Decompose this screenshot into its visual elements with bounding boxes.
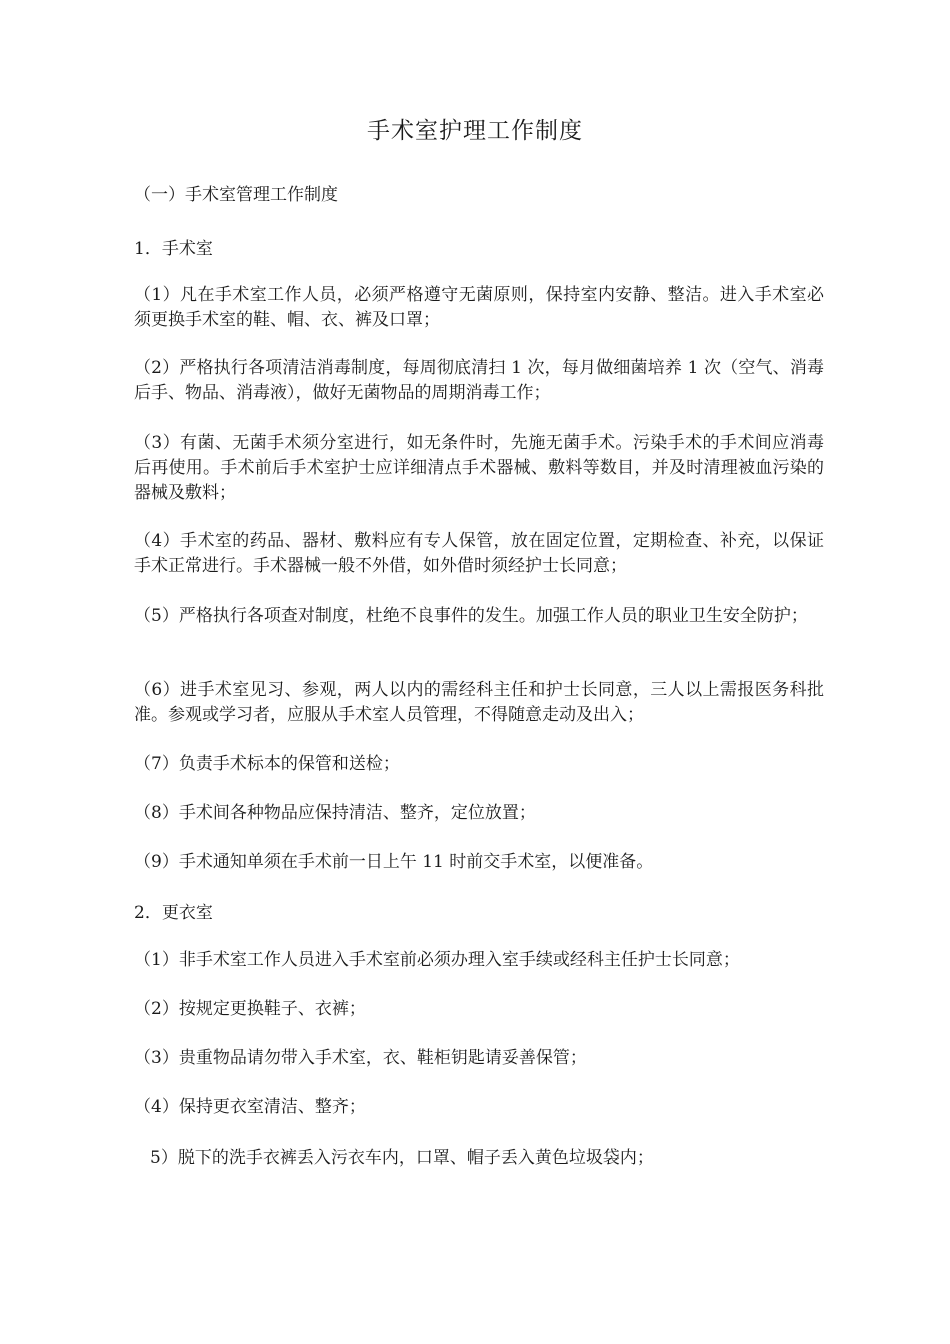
rule-item: （2）按规定更换鞋子、衣裤； bbox=[134, 999, 366, 1019]
rule-item: （3）贵重物品请勿带入手术室，衣、鞋柜钥匙请妥善保管； bbox=[134, 1048, 587, 1068]
rule-item: （4）保持更衣室清洁、整齐； bbox=[134, 1097, 366, 1117]
section-heading: （一）手术室管理工作制度 bbox=[134, 185, 338, 205]
rule-item: （5）严格执行各项查对制度，杜绝不良事件的发生。加强工作人员的职业卫生安全防护； bbox=[134, 606, 808, 626]
rule-item: （8）手术间各种物品应保持清洁、整齐，定位放置； bbox=[134, 803, 536, 823]
rule-item: （6）进手术室见习、参观，两人以内的需经科主任和护士长同意，三人以上需报医务科批准。参观或学习者，应服从手术室人员管理，不得随意走动及出入； bbox=[134, 680, 824, 725]
rule-item: 5）脱下的洗手衣裤丢入污衣车内，口罩、帽子丢入黄色垃圾袋内； bbox=[150, 1148, 654, 1168]
rule-item: （2）严格执行各项清洁消毒制度，每周彻底清扫 1 次，每月做细菌培养 1 次（空气、消毒后手、物品、消毒液），做好无菌物品的周期消毒工作； bbox=[134, 358, 824, 403]
rule-item: （3）有菌、无菌手术须分室进行，如无条件时，先施无菌手术。污染手术的手术间应消毒后再使用。手术前后手术室护士应详细清点手术器械、敷料等数目，并及时清理被血污染的器械及敷料； bbox=[134, 433, 824, 503]
rule-item: （7）负责手术标本的保管和送检； bbox=[134, 754, 400, 774]
subsection-heading-changing-room: 2．更衣室 bbox=[134, 903, 213, 923]
rule-item: （4）手术室的药品、器材、敷料应有专人保管，放在固定位置，定期检查、补充，以保证手术正常进行。手术器械一般不外借，如外借时须经护士长同意； bbox=[134, 531, 824, 576]
rule-item: （1）凡在手术室工作人员，必须严格遵守无菌原则，保持室内安静、整洁。进入手术室必须更换手术室的鞋、帽、衣、裤及口罩； bbox=[134, 285, 824, 330]
subsection-heading-operating-room: 1．手术室 bbox=[134, 239, 213, 259]
document-title: 手术室护理工作制度 bbox=[367, 118, 583, 144]
rule-item: （1）非手术室工作人员进入手术室前必须办理入室手续或经科主任护士长同意； bbox=[134, 950, 740, 970]
rule-item: （9）手术通知单须在手术前一日上午 11 时前交手术室，以便准备。 bbox=[134, 852, 654, 872]
